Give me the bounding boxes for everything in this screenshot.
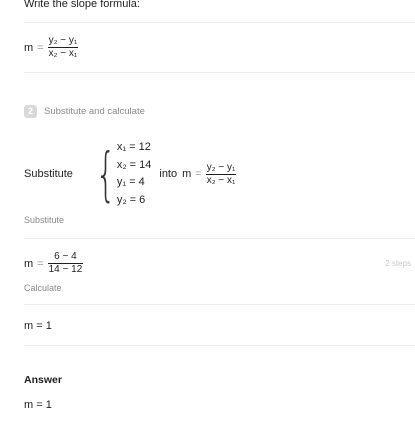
intro-text: Write the slope formula:: [24, 0, 140, 10]
value-x1: x₁ = 12: [116, 141, 151, 153]
formula-equals: =: [37, 41, 44, 54]
formula-fraction: [206, 162, 237, 187]
formula-equals: =: [195, 168, 202, 180]
answer-text: m = 1: [24, 399, 52, 411]
divider: [24, 345, 415, 346]
result-text: m = 1: [24, 320, 52, 332]
calculation: [24, 251, 83, 276]
brace-icon: {: [95, 140, 116, 208]
value-x2: x₂ = 14: [116, 158, 152, 171]
substitute-word: Substitute: [24, 168, 73, 180]
step-header: [24, 105, 145, 118]
calc-equals: =: [37, 257, 44, 270]
value-y1: y₁ = 4: [116, 176, 145, 188]
divider: [24, 238, 415, 239]
value-system: [79, 139, 151, 209]
substitute-line: [24, 139, 236, 209]
divider: [24, 72, 415, 73]
step-number-badge: 2: [24, 105, 37, 118]
step-title: Substitute and calculate: [44, 106, 145, 117]
formula-lhs: m: [24, 41, 34, 54]
calc-denominator: 14 − 12: [48, 264, 83, 275]
formula-numerator: y₂ − y₁: [48, 35, 78, 46]
calculate-caption: Calculate: [24, 283, 62, 293]
formula-numerator: y₂ − y₁: [206, 161, 236, 173]
formula-lhs: m: [182, 168, 192, 180]
answer-heading: Answer: [24, 374, 62, 386]
calc-fraction: [48, 251, 84, 276]
formula-denominator: x₂ − x₁: [206, 174, 236, 186]
divider: [24, 304, 415, 305]
divider: [24, 22, 415, 23]
value-y2: y₂ = 6: [116, 193, 146, 206]
substitute-caption: Substitute: [24, 215, 65, 225]
calc-numerator: 6 − 4: [54, 251, 77, 262]
steps-toggle[interactable]: 2 steps: [385, 259, 411, 268]
formula-fraction: [48, 35, 79, 60]
into-word: into: [159, 168, 178, 180]
formula-denominator: x₂ − x₁: [48, 48, 78, 59]
slope-formula: [24, 35, 78, 60]
calc-lhs: m: [24, 257, 34, 270]
